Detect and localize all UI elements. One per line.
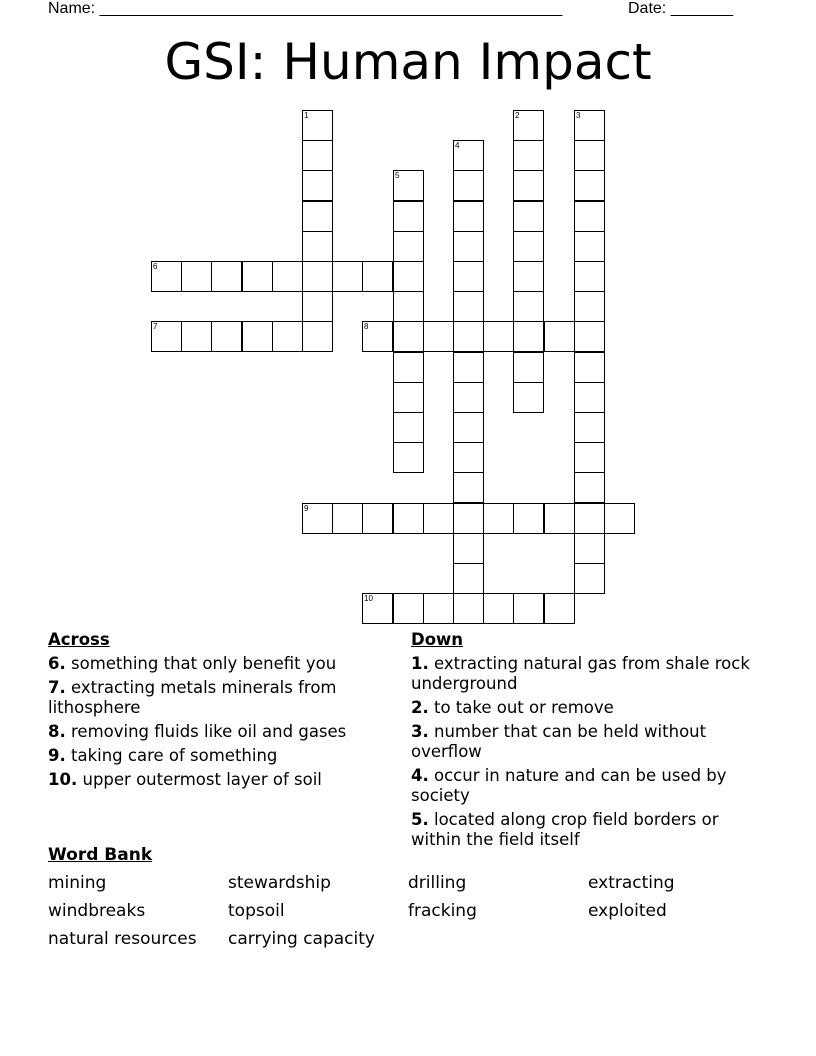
cell-number: 3: [576, 111, 581, 120]
word-bank-item: mining: [48, 873, 107, 893]
grid-cell[interactable]: [453, 170, 484, 201]
grid-cell[interactable]: [483, 593, 514, 624]
grid-cell[interactable]: [181, 261, 212, 292]
date-field-label: Date: _______: [628, 0, 733, 17]
grid-cell[interactable]: [302, 261, 333, 292]
across-clue-7: 7. extracting metals minerals from lithosphere: [48, 678, 337, 717]
grid-cell[interactable]: [574, 503, 605, 534]
word-bank-item: natural resources: [48, 929, 197, 949]
cell-number: 10: [364, 594, 373, 603]
grid-cell[interactable]: [574, 201, 605, 232]
across-clues: [48, 630, 388, 794]
grid-cell[interactable]: [423, 593, 454, 624]
grid-cell[interactable]: [453, 382, 484, 413]
grid-cell[interactable]: [453, 412, 484, 443]
grid-cell[interactable]: [302, 110, 333, 141]
grid-cell[interactable]: [453, 503, 484, 534]
cell-number: 8: [364, 322, 369, 331]
grid-cell[interactable]: [574, 231, 605, 262]
grid-cell[interactable]: [302, 321, 333, 352]
grid-cell[interactable]: [513, 170, 544, 201]
grid-cell[interactable]: [393, 503, 424, 534]
grid-cell[interactable]: [574, 563, 605, 594]
grid-cell[interactable]: [483, 321, 514, 352]
grid-cell[interactable]: [393, 261, 424, 292]
word-bank-item: extracting: [588, 873, 675, 893]
grid-cell[interactable]: [544, 503, 575, 534]
grid-cell[interactable]: [513, 382, 544, 413]
grid-cell[interactable]: [362, 261, 393, 292]
grid-cell[interactable]: [574, 110, 605, 141]
grid-cell[interactable]: [302, 291, 333, 322]
grid-cell[interactable]: [604, 503, 635, 534]
grid-cell[interactable]: [453, 261, 484, 292]
grid-cell[interactable]: [181, 321, 212, 352]
grid-cell[interactable]: [453, 140, 484, 171]
word-bank-item: fracking: [408, 901, 477, 921]
across-clue-10: 10. upper outermost layer of soil: [48, 770, 322, 789]
grid-cell[interactable]: [393, 291, 424, 322]
grid-cell[interactable]: [302, 140, 333, 171]
across-clue-9: 9. taking care of something: [48, 746, 278, 765]
grid-cell[interactable]: [453, 201, 484, 232]
cell-number: 6: [153, 262, 158, 271]
grid-cell[interactable]: [362, 503, 393, 534]
grid-cell[interactable]: [453, 533, 484, 564]
grid-cell[interactable]: [513, 503, 544, 534]
grid-cell[interactable]: [574, 472, 605, 503]
grid-cell[interactable]: [574, 321, 605, 352]
grid-cell[interactable]: [332, 261, 363, 292]
grid-cell[interactable]: [574, 170, 605, 201]
grid-cell[interactable]: [302, 170, 333, 201]
across-clue-6: 6. something that only benefit you: [48, 654, 337, 673]
grid-cell[interactable]: [211, 321, 242, 352]
grid-cell[interactable]: [302, 231, 333, 262]
word-bank-item: exploited: [588, 901, 667, 921]
grid-cell[interactable]: [513, 291, 544, 322]
grid-cell[interactable]: [302, 503, 333, 534]
grid-cell[interactable]: [362, 321, 393, 352]
grid-cell[interactable]: [242, 261, 273, 292]
grid-cell[interactable]: [483, 503, 514, 534]
grid-cell[interactable]: [544, 321, 575, 352]
grid-cell[interactable]: [151, 261, 182, 292]
down-heading: Down: [411, 630, 464, 649]
grid-cell[interactable]: [453, 472, 484, 503]
grid-cell[interactable]: [242, 321, 273, 352]
grid-cell[interactable]: [574, 352, 605, 383]
grid-cell[interactable]: [574, 140, 605, 171]
word-bank: [48, 873, 768, 949]
grid-cell[interactable]: [513, 110, 544, 141]
grid-cell[interactable]: [272, 321, 303, 352]
grid-cell[interactable]: [151, 321, 182, 352]
grid-cell[interactable]: [453, 442, 484, 473]
grid-cell[interactable]: [513, 231, 544, 262]
cell-number: 1: [304, 111, 309, 120]
down-clue-4: 4. occur in nature and can be used by society: [411, 766, 727, 805]
word-bank-heading: Word Bank: [48, 845, 153, 865]
across-heading: Across: [48, 630, 110, 649]
cell-number: 9: [304, 504, 309, 513]
grid-cell[interactable]: [453, 231, 484, 262]
grid-cell[interactable]: [574, 533, 605, 564]
grid-cell[interactable]: [513, 201, 544, 232]
word-bank-item: stewardship: [228, 873, 331, 893]
grid-cell[interactable]: [574, 261, 605, 292]
grid-cell[interactable]: [453, 563, 484, 594]
grid-cell[interactable]: [393, 170, 424, 201]
grid-cell[interactable]: [453, 291, 484, 322]
grid-cell[interactable]: [211, 261, 242, 292]
down-clue-5: 5. located along crop field borders or within the field itself: [411, 810, 719, 849]
cell-number: 7: [153, 322, 158, 331]
grid-cell[interactable]: [332, 503, 363, 534]
grid-cell[interactable]: [574, 291, 605, 322]
page-title: GSI: Human Impact: [164, 33, 652, 91]
grid-cell[interactable]: [302, 201, 333, 232]
grid-cell[interactable]: [453, 352, 484, 383]
cell-number: 2: [515, 111, 520, 120]
grid-cell[interactable]: [513, 321, 544, 352]
grid-cell[interactable]: [393, 231, 424, 262]
down-clues: [411, 630, 761, 854]
grid-cell[interactable]: [513, 140, 544, 171]
down-clue-1: 1. extracting natural gas from shale rock underground: [411, 654, 750, 693]
grid-cell[interactable]: [453, 321, 484, 352]
grid-cell[interactable]: [393, 442, 424, 473]
down-clue-2: 2. to take out or remove: [411, 698, 614, 717]
cell-number: 5: [395, 171, 400, 180]
grid-cell[interactable]: [423, 321, 454, 352]
down-clue-3: 3. number that can be held without overflow: [411, 722, 707, 761]
grid-cell[interactable]: [393, 412, 424, 443]
name-field-label: Name: ____________________________________________________: [48, 0, 563, 17]
grid-cell[interactable]: [393, 201, 424, 232]
grid-cell[interactable]: [574, 412, 605, 443]
cell-number: 4: [455, 141, 460, 150]
grid-cell[interactable]: [272, 261, 303, 292]
grid-cell[interactable]: [393, 352, 424, 383]
grid-cell[interactable]: [574, 442, 605, 473]
word-bank-item: topsoil: [228, 901, 285, 921]
grid-cell[interactable]: [362, 593, 393, 624]
grid-cell[interactable]: [513, 261, 544, 292]
grid-cell[interactable]: [513, 352, 544, 383]
grid-cell[interactable]: [574, 382, 605, 413]
grid-cell[interactable]: [513, 593, 544, 624]
grid-cell[interactable]: [393, 321, 424, 352]
word-bank-item: carrying capacity: [228, 929, 375, 949]
word-bank-item: windbreaks: [48, 901, 146, 921]
word-bank-item: drilling: [408, 873, 467, 893]
grid-cell[interactable]: [393, 593, 424, 624]
grid-cell[interactable]: [423, 503, 454, 534]
grid-cell[interactable]: [544, 593, 575, 624]
grid-cell[interactable]: [393, 382, 424, 413]
grid-cell[interactable]: [453, 593, 484, 624]
across-clue-8: 8. removing fluids like oil and gases: [48, 722, 347, 741]
